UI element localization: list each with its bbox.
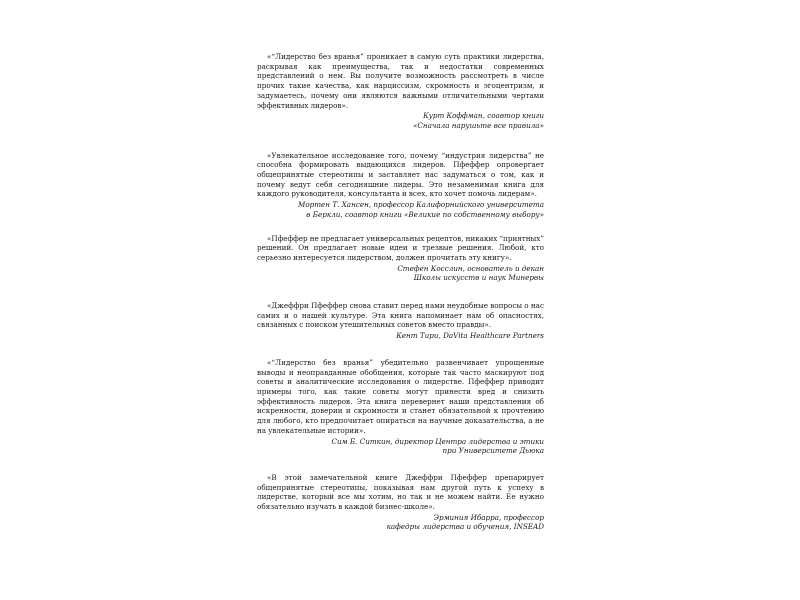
attribution-line: Кент Тири, DaVita Healthcare Partners (396, 331, 544, 341)
quote-attribution (257, 437, 544, 456)
quote-text: «В этой замечательной книге Джеффри Пфеффер препарирует общепринятые стереотипы, показывая нам другой путь к успеху в лидерстве, который все мы хотим, но так и не можем найти. Ее нужно обязательно изучать в каждой бизнес-школе». (257, 472, 544, 512)
quote-attribution (257, 200, 544, 219)
quote-text: «Джеффри Пфеффер снова ставит перед нами неудобные вопросы о нас самих и о нашей культуре. Эта книга напоминает нам об опасностях, связанных с поиском утешительных советов вместо правды». (257, 301, 544, 330)
quote-block (257, 52, 544, 131)
quote-attribution (257, 513, 544, 532)
quote-block (257, 151, 544, 220)
attribution-line: кафедры лидерства и обучения, INSEAD (386, 522, 544, 532)
attribution-line: в Беркли, соавтор книги «Великие по собственному выбору» (306, 209, 544, 219)
attribution-line: Школы искусств и наук Минервы (413, 273, 544, 283)
quote-block (257, 301, 544, 341)
attribution-line: «Сначала нарушьте все правила» (412, 120, 544, 130)
quote-text: «Увлекательное исследование того, почему “индустрия лидерства” не способна формировать выдающихся лидеров. Пфеффер опровергает общепринятые стереотипы и заставляет нас задуматься о том, как и почему ведут себя сегодняшние лидеры. Это незаменимая книга для каждого руководителя, консультанта и всех, кто хочет помочь лидерам». (257, 150, 544, 199)
attribution-line: Курт Коффман, соавтор книги (423, 111, 544, 121)
attribution-line: Сим Б. Ситкин, директор Центра лидерства и этики (331, 436, 544, 446)
quote-text: «“Лидерство без вранья” убедительно развенчивает упрощенные выводы и неоправданные обобщения, которые так часто маскируют под советы и аналитические исследования о лидерстве. Пфеффер приводит примеры того, как такие советы могут принести вред и снизить эффективность лидеров. Эта книга перевернет наши представления об искренности, доверии и скромности и станет обязательной к прочтению для любого, кто предпочитает опираться на научные доказательства, а не на увлекательные истории». (257, 357, 544, 435)
quote-text: «“Лидерство без вранья” проникает в самую суть практики лидерства, раскрывая как преимущества, так и недостатки современных представлений о нем. Вы получите возможность рассмотреть в числе прочих такие качества, как нарциссизм, скромность и эгоцентризм, и задумаетесь, почему они являются важными отличительными чертами эффективных лидеров». (257, 52, 544, 110)
quote-attribution (257, 331, 544, 341)
attribution-line: Стефен Косслин, основатель и декан (397, 263, 544, 273)
attribution-line: Эрминия Ибарра, профессор (433, 512, 544, 522)
quote-block (257, 358, 544, 456)
attribution-line: при Университете Дьюка (442, 446, 544, 456)
quote-attribution (257, 111, 544, 130)
attribution-line: Мортен Т. Хансен, профессор Калифорнийского университета (297, 200, 544, 210)
quote-block (257, 234, 544, 284)
quote-block (257, 473, 544, 532)
quote-attribution (257, 264, 544, 283)
page-body (257, 52, 544, 544)
quote-text: «Пфеффер не предлагает универсальных рецептов, никаких “приятных” решений. Он предлагает новые идеи и трезвые решения. Любой, кто серьезно интересуется лидерством, должен прочитать эту книгу». (257, 233, 544, 262)
